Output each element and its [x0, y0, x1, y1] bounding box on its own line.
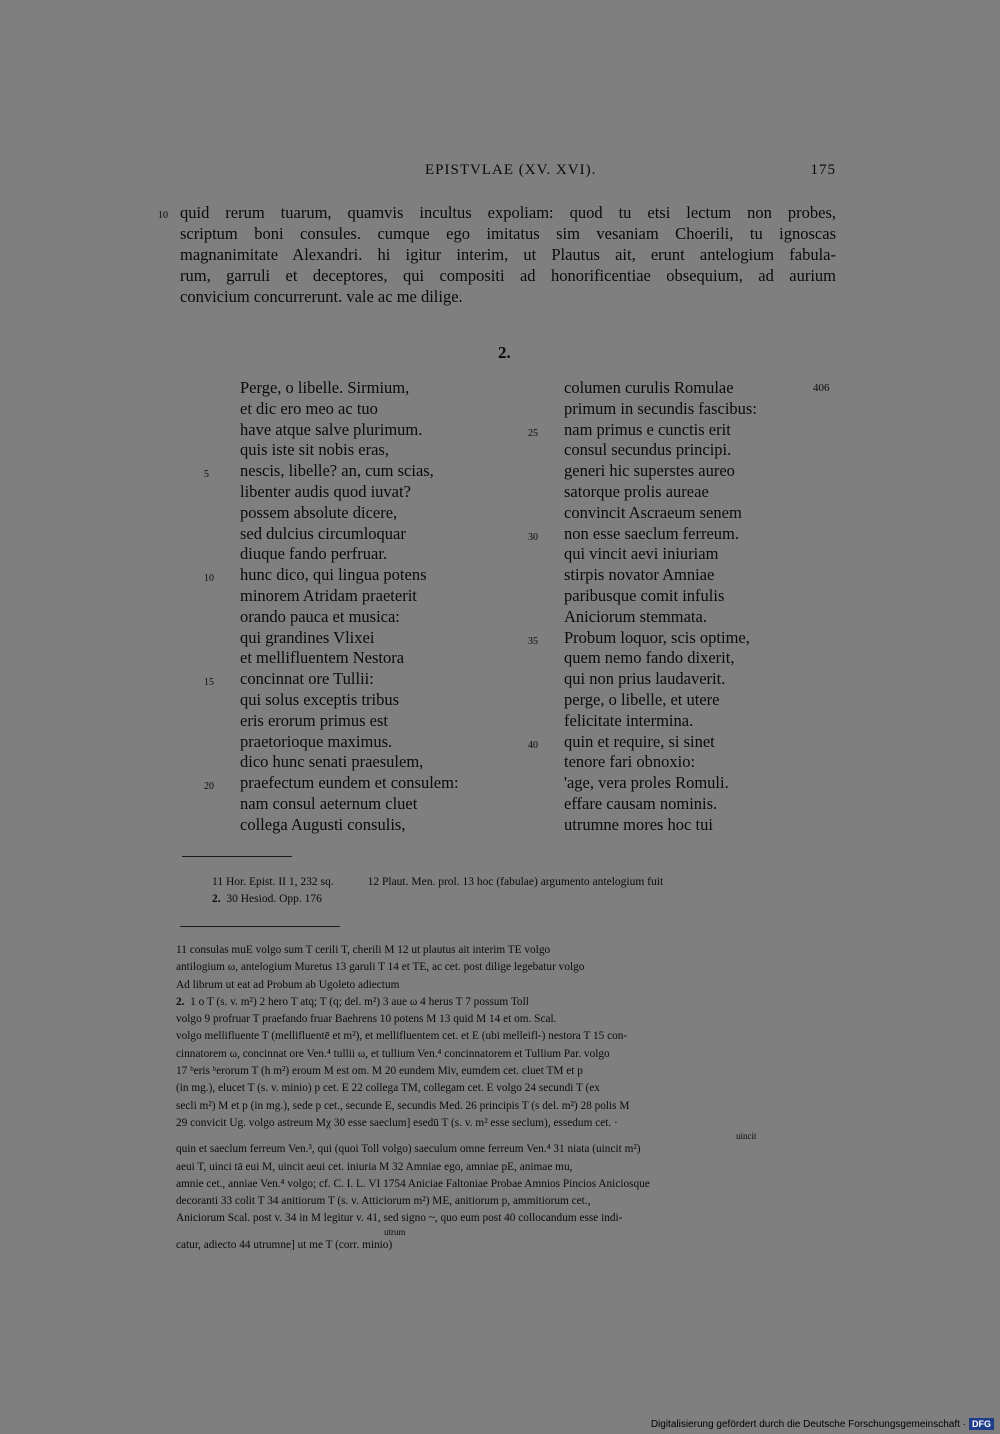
- verse-line: [240, 544, 540, 565]
- apparatus-superscript: utrum: [384, 1227, 406, 1237]
- verse-number: 10: [204, 573, 214, 585]
- verse-line: [240, 648, 540, 669]
- prose-line: magnanimitate Alexandri. hi igitur interim, ut Plautus ait, erunt antelogium fabula-: [180, 245, 836, 264]
- verse-text: dico hunc senati praesulem,: [240, 752, 424, 772]
- apparatus-line: 11 consulas muE volgo sum T cerili T, cherili M 12 ut plautus ait interim TE volgo: [176, 944, 551, 956]
- verse-line: [528, 731, 844, 753]
- verse-text: satorque prolis aureae: [564, 481, 709, 501]
- verse-line: [204, 773, 540, 794]
- dfg-logo: DFG: [969, 1418, 994, 1430]
- apparatus-line: (in mg.), elucet T (s. v. minio) p cet. E 22 collega TM, collegam cet. E volgo 24 secundi T (ex: [176, 1082, 600, 1095]
- verse-text: effare causam nominis.: [564, 793, 718, 813]
- verse-line: [564, 669, 844, 690]
- footnote-row: [212, 874, 836, 891]
- verse-text: qui vincit aevi iniuriam: [564, 544, 719, 564]
- verse-text: sed dulcius circumloquar: [240, 523, 406, 543]
- apparatus-line: 29 convicit Ug. volgo astreum Mχ 30 esse saeclum] esedū T (s. v. m² esse seclum), essedum cet. ·: [176, 1116, 618, 1129]
- verse-line: [564, 648, 844, 669]
- apparatus-line: amnie cet., anniae Ven.⁴ volgo; cf. C. I. L. VI 1754 Aniciae Faltoniae Probae Amnios Pincios Aniciosque: [176, 1177, 650, 1190]
- apparatus-line: 17 ᵇeris ᵇerorum T (h m²) eroum M est om. M 20 eundem Miv, eumdem cet. cluet TM et p: [176, 1065, 583, 1078]
- footnote-text: 30 Hesiod. Opp. 176: [226, 893, 322, 905]
- apparatus-section-number: 2.: [176, 995, 185, 1008]
- apparatus-line: [176, 994, 836, 1011]
- verse-line: [240, 628, 540, 649]
- verse-text: non esse saeclum ferreum.: [564, 523, 740, 543]
- verse-line: [564, 565, 844, 586]
- verse-text: praefectum eundem et consulem:: [240, 773, 459, 793]
- verse-text: have atque salve plurimum.: [240, 419, 423, 439]
- verse-number: 35: [528, 635, 538, 647]
- apparatus-line: decoranti 33 colit T 34 anitiorum T (s. v. Atticiorum m²) ME, anitiorum p, ammitiorum cet.,: [176, 1195, 591, 1208]
- verse-line: [564, 482, 844, 503]
- verse-line: [564, 711, 844, 732]
- verse-text: utrumne mores hoc tui: [564, 814, 713, 834]
- header-title: EPISTVLAE (XV. XVI).: [425, 162, 597, 178]
- apparatus-superscript: uincit: [736, 1132, 757, 1142]
- verse-text: generi hic superstes aureo: [564, 461, 735, 481]
- source-footnotes: [212, 874, 836, 908]
- verse-line: [240, 815, 540, 836]
- apparatus-text: 1 o T (s. v. m²) 2 hero T atq; T (q; del. m²) 3 aue ω 4 herus T 7 possum Toll: [190, 995, 529, 1008]
- verse-line: [204, 669, 540, 690]
- verse-line: [240, 711, 540, 732]
- verse-text: Perge, o libelle. Sirmium,: [240, 378, 410, 397]
- verse-line: [564, 503, 844, 524]
- verse-text: et dic ero meo ac tuo: [240, 398, 378, 418]
- verse-number: 30: [528, 531, 538, 543]
- verse-line: [528, 419, 844, 441]
- verse-text: paribusque comit infulis: [564, 585, 725, 605]
- verse-line: [240, 524, 540, 545]
- critical-apparatus: [176, 942, 836, 1254]
- verse-text: Probum loquor, scis optime,: [564, 627, 750, 647]
- verse-text: concinnat ore Tullii:: [240, 669, 374, 689]
- verse-text: convincit Ascraeum senem: [564, 502, 742, 522]
- verse-text: columen curulis Romulae: [564, 378, 734, 397]
- verse-line: [564, 440, 844, 461]
- verse-line: [240, 399, 540, 420]
- verse-text: quin et require, si sinet: [564, 731, 715, 751]
- verse-line: [240, 752, 540, 773]
- verse-text: qui grandines Vlixei: [240, 627, 375, 647]
- verse-line: [564, 586, 844, 607]
- verse-text: qui non prius laudaverit.: [564, 669, 726, 689]
- apparatus-line: volgo mellifluente T (mellifluentē et m²), et mellifluentem cet. et E (ubi melleifl-) nestora T 15 con-: [176, 1030, 628, 1043]
- verse-line: [240, 732, 540, 753]
- verse-text: 'age, vera proles Romuli.: [564, 773, 729, 793]
- verse-text: diuque fando perfruar.: [240, 544, 388, 564]
- verse-line: [564, 544, 844, 565]
- footnote-text: 11 Hor. Epist. II 1, 232 sq.: [212, 876, 334, 888]
- prose-line: quid rerum tuarum, quamvis incultus expoliam: quod tu etsi lectum non probes,: [180, 203, 836, 222]
- verse-line: [564, 607, 844, 628]
- verse-number: 15: [204, 677, 214, 689]
- verse-line: [564, 378, 844, 399]
- verse-line: [564, 815, 844, 836]
- verse-line: [564, 399, 844, 420]
- prose-paragraph: [158, 202, 836, 307]
- poem-right-column: [528, 378, 844, 836]
- verse-text: qui solus exceptis tribus: [240, 689, 400, 709]
- verse-line: [528, 523, 844, 545]
- verse-text: et mellifluentem Nestora: [240, 648, 405, 668]
- verse-text: nam primus e cunctis erit: [564, 419, 731, 439]
- apparatus-separator: [180, 926, 340, 927]
- verse-text: quem nemo fando dixerit,: [564, 648, 735, 668]
- verse-text: perge, o libelle, et utere: [564, 689, 720, 709]
- prose-line: scriptum boni consules. cumque ego imitatus sim vesaniam Choerili, tu ignoscas: [180, 224, 836, 243]
- verse-text: libenter audis quod iuvat?: [240, 481, 411, 501]
- verse-text: nescis, libelle? an, cum scias,: [240, 461, 434, 481]
- verse-text: Aniciorum stemmata.: [564, 606, 707, 626]
- verse-text: praetorioque maximus.: [240, 731, 393, 751]
- verse-line: [240, 503, 540, 524]
- page-reference: 406: [813, 382, 830, 394]
- verse-text: eris erorum primus est: [240, 710, 389, 730]
- verse-line: [564, 461, 844, 482]
- verse-text: possem absolute dicere,: [240, 502, 398, 522]
- apparatus-line: secli m²) M et p (in mg.), sede p cet., secunde E, secundis Med. 26 principis T (s del. m²) 28 polis M: [176, 1099, 630, 1112]
- verse-text: orando pauca et musica:: [240, 606, 400, 626]
- prose-line: rum, garruli et deceptores, qui compositi ad honorificentiae obsequium, ad aurium: [180, 266, 836, 285]
- footnote-separator: [182, 856, 292, 857]
- verse-line: [240, 607, 540, 628]
- verse-line: [564, 794, 844, 815]
- apparatus-line: cinnatorem ω, concinnat ore Ven.⁴ tullii ω, et tullium Ven.⁴ concinnatorem et Tullium Par. volgo: [176, 1047, 610, 1060]
- running-header: [180, 162, 836, 182]
- verse-line: [528, 627, 844, 649]
- apparatus-line: antilogium ω, antelogium Muretus 13 garuli T 14 et TE, ac cet. post dilige legebatur volgo: [176, 961, 585, 974]
- verse-text: hunc dico, qui lingua potens: [240, 565, 427, 585]
- footnote-row: [212, 891, 836, 908]
- verse-number: 20: [204, 781, 214, 793]
- apparatus-line: catur, adiecto 44 utrumne] ut me T (corr. minio): [176, 1238, 393, 1251]
- verse-text: collega Augusti consulis,: [240, 814, 406, 834]
- verse-text: minorem Atridam praeterit: [240, 585, 417, 605]
- verse-line: [240, 586, 540, 607]
- verse-line: [240, 420, 540, 441]
- apparatus-line: Ad librum ut eat ad Probum ab Ugoleto adiectum: [176, 978, 400, 991]
- verse-line: [240, 440, 540, 461]
- verse-text: tenore fari obnoxio:: [564, 752, 696, 772]
- verse-text: quis iste sit nobis eras,: [240, 440, 389, 460]
- page-number: 175: [810, 162, 836, 178]
- footnote-text: 12 Plaut. Men. prol. 13 hoc (fabulae) argumento antelogium fuit: [367, 876, 664, 888]
- apparatus-line: Aniciorum Scal. post v. 34 in M legitur v. 41, sed signo ~, quo eum post 40 collocandum esse indi-: [176, 1212, 623, 1225]
- verse-line: [240, 690, 540, 711]
- verse-line: [564, 690, 844, 711]
- verse-text: stirpis novator Amniae: [564, 565, 715, 585]
- verse-line: [240, 794, 540, 815]
- verse-line: [240, 378, 540, 399]
- apparatus-line: aeui T, uinci tā eui M, uincit aeui cet. iniuria M 32 Amniae ego, amniae pE, animae mu,: [176, 1160, 573, 1173]
- verse-line: [240, 482, 540, 503]
- prose-line: convicium concurrerunt. vale ac me dilige.: [180, 287, 463, 306]
- verse-line: [564, 773, 844, 794]
- section-number: 2.: [498, 343, 511, 362]
- poem-left-column: [204, 378, 540, 836]
- verse-text: nam consul aeternum cluet: [240, 793, 418, 813]
- line-number: 10: [158, 210, 168, 221]
- funding-text: Digitalisierung gefördert durch die Deutsche Forschungsgemeinschaft ·: [650, 1418, 966, 1430]
- verse-number: 5: [204, 469, 209, 481]
- verse-number: 25: [528, 427, 538, 439]
- apparatus-line: quin et saeclum ferreum Ven.³, qui (quoi Toll volgo) saeculum omne ferreum Ven.⁴ 31 niata (uincit m²): [176, 1143, 641, 1156]
- verse-line: [564, 752, 844, 773]
- verse-text: felicitate intermina.: [564, 710, 694, 730]
- funding-stamp: [651, 1418, 994, 1430]
- footnote-section-number: 2.: [212, 893, 221, 905]
- apparatus-line: volgo 9 profruar T praefando fruar Baehrens 10 potens M 13 quid M 14 et om. Scal.: [176, 1013, 557, 1026]
- verse-line: [204, 461, 540, 482]
- verse-number: 40: [528, 739, 538, 751]
- verse-line: [204, 565, 540, 586]
- verse-text: consul secundus principi.: [564, 440, 732, 460]
- verse-text: primum in secundis fascibus:: [564, 398, 757, 418]
